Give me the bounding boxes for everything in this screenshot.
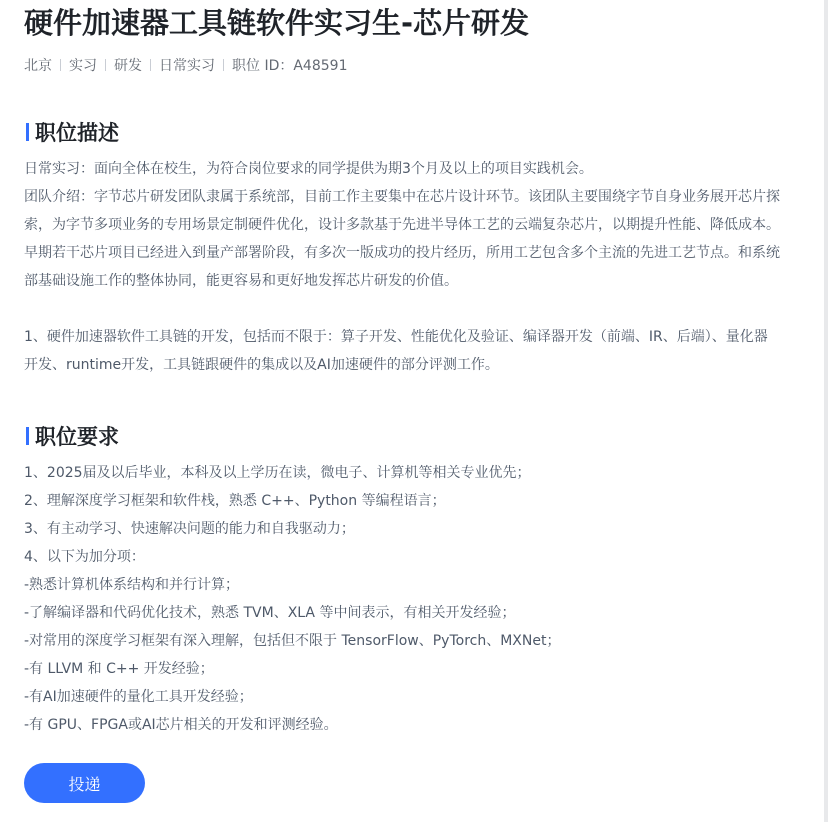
requirement-line: -熟悉计算机体系结构和并行计算； bbox=[24, 577, 240, 593]
job-id: 职位 ID：A48591 bbox=[232, 58, 348, 74]
page-scroll-edge bbox=[824, 0, 828, 822]
requirement-line: -对常用的深度学习框架有深入理解，包括但不限于 TensorFlow、PyTorch、MXNet； bbox=[24, 633, 561, 649]
job-schedule: 日常实习 bbox=[159, 58, 215, 74]
requirement-line: 1、2025届及以后毕业，本科及以上学历在读，微电子、计算机等相关专业优先； bbox=[24, 465, 531, 481]
job-city: 北京 bbox=[24, 58, 52, 74]
job-type: 实习 bbox=[69, 58, 97, 74]
requirement-line: 3、有主动学习、快速解决问题的能力和自我驱动力； bbox=[24, 521, 355, 537]
requirements-heading-text: 职位要求 bbox=[35, 425, 119, 449]
meta-divider bbox=[223, 59, 224, 71]
job-category: 研发 bbox=[114, 58, 142, 74]
description-line: 索，为字节多项业务的专用场景定制硬件优化，设计多款基于先进半导体工艺的云端复杂芯片，以期提升性能、降低成本。 bbox=[24, 217, 780, 233]
description-intro bbox=[24, 155, 790, 295]
meta-divider bbox=[105, 59, 106, 71]
requirement-line: 4、以下为加分项： bbox=[24, 549, 145, 565]
description-line: 早期若干芯片项目已经进入到量产部署阶段，有多次一版成功的投片经历，所用工艺包含多个主流的先进工艺节点。和系统 bbox=[24, 245, 780, 261]
requirement-line: -有 LLVM 和 C++ 开发经验； bbox=[24, 661, 214, 677]
job-meta bbox=[24, 55, 347, 75]
meta-divider bbox=[150, 59, 151, 71]
description-heading bbox=[26, 119, 119, 145]
description-duties bbox=[24, 323, 790, 379]
description-line: 部基础设施工作的整体协同，能更容易和更好地发挥芯片研发的价值。 bbox=[24, 273, 458, 289]
description-line: 日常实习：面向全体在校生，为符合岗位要求的同学提供为期3个月及以上的项目实践机会。 bbox=[24, 161, 593, 177]
requirement-line: -有AI加速硬件的量化工具开发经验； bbox=[24, 689, 253, 705]
duty-line: 开发、runtime开发，工具链跟硬件的集成以及AI加速硬件的部分评测工作。 bbox=[24, 357, 499, 373]
heading-accent-bar bbox=[26, 123, 29, 141]
requirements-heading bbox=[26, 423, 119, 449]
requirements-list bbox=[24, 459, 790, 739]
requirement-line: -了解编译器和代码优化技术，熟悉 TVM、XLA 等中间表示，有相关开发经验； bbox=[24, 605, 516, 621]
description-line: 团队介绍：字节芯片研发团队隶属于系统部，目前工作主要集中在芯片设计环节。该团队主要围绕字节自身业务展开芯片探 bbox=[24, 189, 780, 205]
apply-button[interactable]: 投递 bbox=[24, 763, 145, 803]
requirement-line: -有 GPU、FPGA或AI芯片相关的开发和评测经验。 bbox=[24, 717, 338, 733]
heading-accent-bar bbox=[26, 427, 29, 445]
job-title: 硬件加速器工具链软件实习生-芯片研发 bbox=[24, 6, 530, 40]
meta-divider bbox=[60, 59, 61, 71]
requirement-line: 2、理解深度学习框架和软件栈，熟悉 C++、Python 等编程语言； bbox=[24, 493, 446, 509]
description-heading-text: 职位描述 bbox=[35, 121, 119, 145]
duty-line: 1、硬件加速器软件工具链的开发，包括而不限于：算子开发、性能优化及验证、编译器开发（前端、IR、后端）、量化器 bbox=[24, 329, 768, 345]
